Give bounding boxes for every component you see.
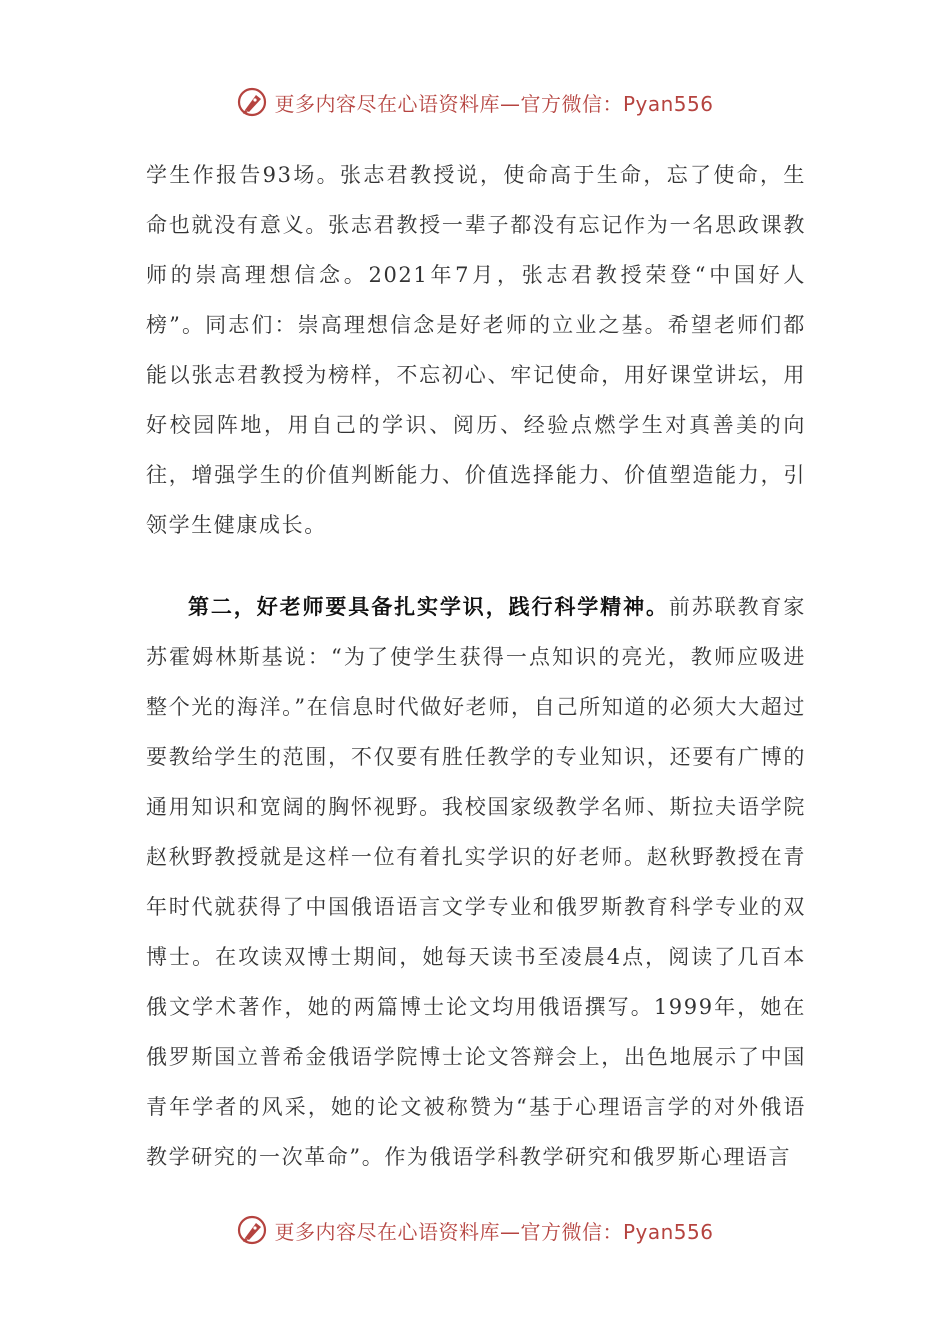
paragraph-1	[146, 150, 806, 550]
page-footer-banner	[0, 1210, 950, 1250]
header-banner-inner	[236, 85, 713, 119]
pen-nib-icon	[236, 85, 270, 119]
footer-banner-inner	[236, 1213, 713, 1247]
pen-nib-icon	[236, 1213, 270, 1247]
paragraph-2	[146, 582, 806, 1182]
document-body	[146, 150, 806, 1182]
footer-banner-text: 更多内容尽在心语资料库—官方微信：Pyan556	[274, 1219, 714, 1244]
header-banner-text: 更多内容尽在心语资料库—官方微信：Pyan556	[274, 91, 714, 116]
paragraph-2-text: 前苏联教育家苏霍姆林斯基说：“为了使学生获得一点知识的亮光，教师应吸进整个光的海洋。”在信息时代做好老师，自己所知道的必须大大超过要教给学生的范围，不仅要有胜任教学的专业知识，还要有广博的通用知识和宽阔的胸怀视野。我校国家级教学名师、斯拉夫语学院赵秋野教授就是这样一位有着扎实学识的好老师。赵秋野教授在青年时代就获得了中国俄语语言文学专业和俄罗斯教育科学专业的双博士。在攻读双博士期间，她每天读书至凌晨4点，阅读了几百本俄文学术著作，她的两篇博士论文均用俄语撰写。1999年，她在俄罗斯国立普希金俄语学院博士论文答辩会上，出色地展示了中国青年学者的风采，她的论文被称赞为“基于心理语言学的对外俄语教学研究的一次革命”。作为俄语学科教学研究和俄罗斯心理语言	[146, 595, 806, 1169]
paragraph-1-text: 学生作报告93场。张志君教授说，使命高于生命，忘了使命，生命也就没有意义。张志君教授一辈子都没有忘记作为一名思政课教师的崇高理想信念。2021年7月，张志君教授荣登“中国好人榜”。同志们：崇高理想信念是好老师的立业之基。希望老师们都能以张志君教授为榜样，不忘初心、牢记使命，用好课堂讲坛，用好校园阵地，用自己的学识、阅历、经验点燃学生对真善美的向往，增强学生的价值判断能力、价值选择能力、价值塑造能力，引领学生健康成长。	[146, 163, 806, 537]
paragraph-2-lead-sentence: 第二，好老师要具备扎实学识，践行科学精神。	[188, 594, 669, 619]
page-header-banner	[0, 82, 950, 122]
